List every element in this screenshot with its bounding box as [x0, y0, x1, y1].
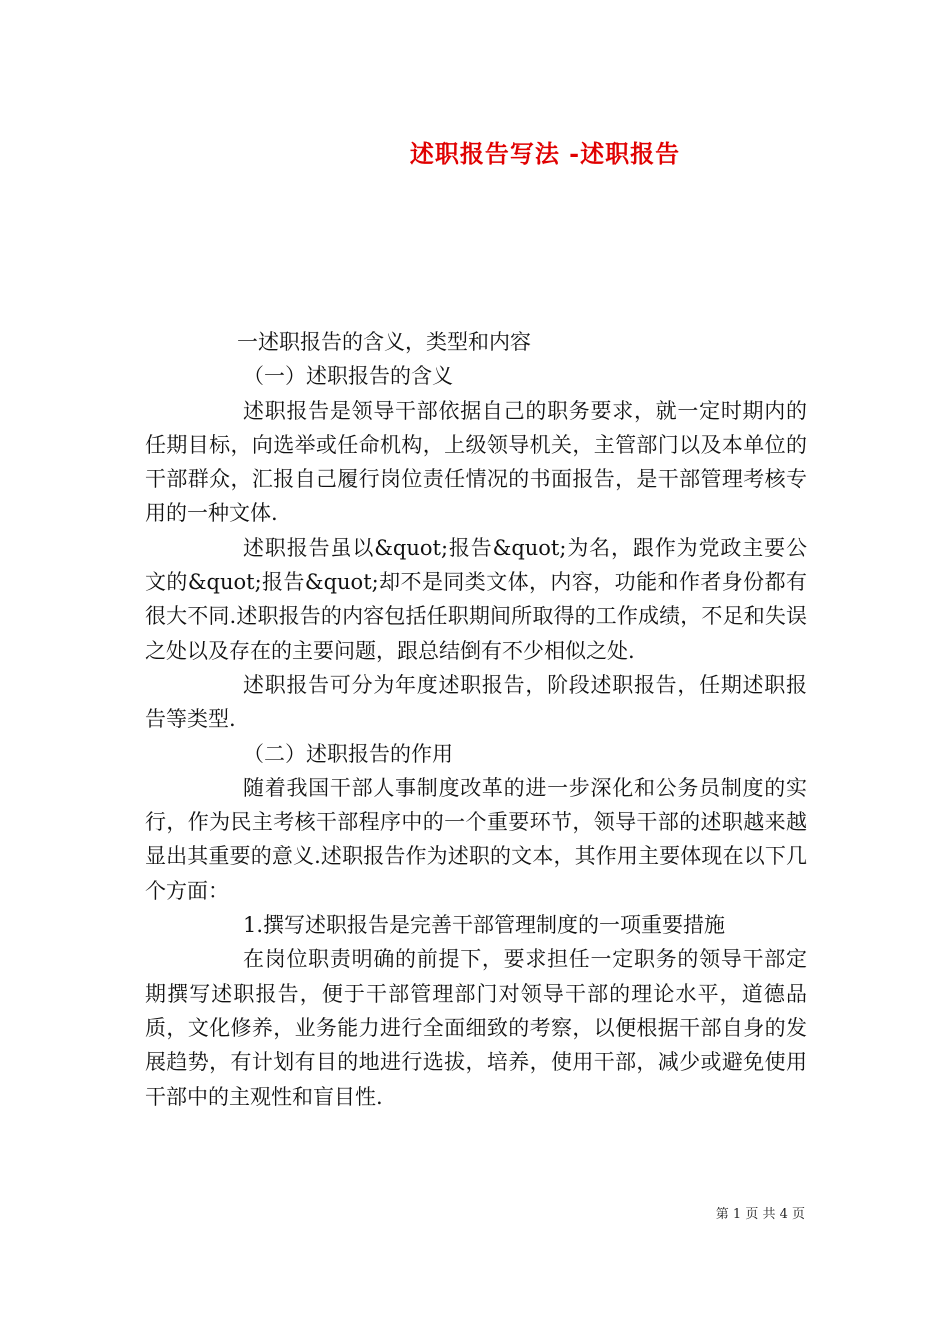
list-item-heading: 1.撰写述职报告是完善干部管理制度的一项重要措施	[243, 913, 726, 938]
page-number: 第 1 页 共 4 页	[715, 1207, 805, 1222]
document-title: 述职报告写法 -述职报告	[409, 139, 681, 168]
paragraph: 述职报告可分为年度述职报告，阶段述职报告，任期述职报告等类型.	[145, 672, 807, 732]
heading-main: 一述职报告的含义，类型和内容	[237, 330, 531, 354]
document-body	[145, 325, 807, 1114]
paragraph: 述职报告是领导干部依据自己的职务要求，就一定时期内的任期目标，向选举或任命机构，上级领导机关，主管部门以及本单位的干部群众，汇报自己履行岗位责任情况的书面报告，是干部管理考核专用的一种文体.	[145, 398, 807, 526]
section-heading-1: （一）述职报告的含义	[243, 364, 453, 389]
section-heading-2: （二）述职报告的作用	[243, 741, 453, 766]
paragraph: 随着我国干部人事制度改革的进一步深化和公务员制度的实行，作为民主考核干部程序中的一个重要环节，领导干部的述职越来越显出其重要的意义.述职报告作为述职的文本，其作用主要体现在以下几个方面：	[145, 775, 807, 903]
paragraph: 在岗位职责明确的前提下，要求担任一定职务的领导干部定期撰写述职报告，便于干部管理部门对领导干部的理论水平，道德品质，文化修养，业务能力进行全面细致的考察，以便根据干部自身的发展趋势，有计划有目的地进行选拔，培养，使用干部，减少或避免使用干部中的主观性和盲目性.	[145, 947, 807, 1109]
paragraph: 述职报告虽以&quot;报告&quot;为名，跟作为党政主要公文的&quot;报告&quot;却不是同类文体，内容，功能和作者身份都有很大不同.述职报告的内容包括任职期间所取得的工作成绩，不足和失误之处以及存在的主要问题，跟总结倒有不少相似之处.	[145, 535, 807, 663]
